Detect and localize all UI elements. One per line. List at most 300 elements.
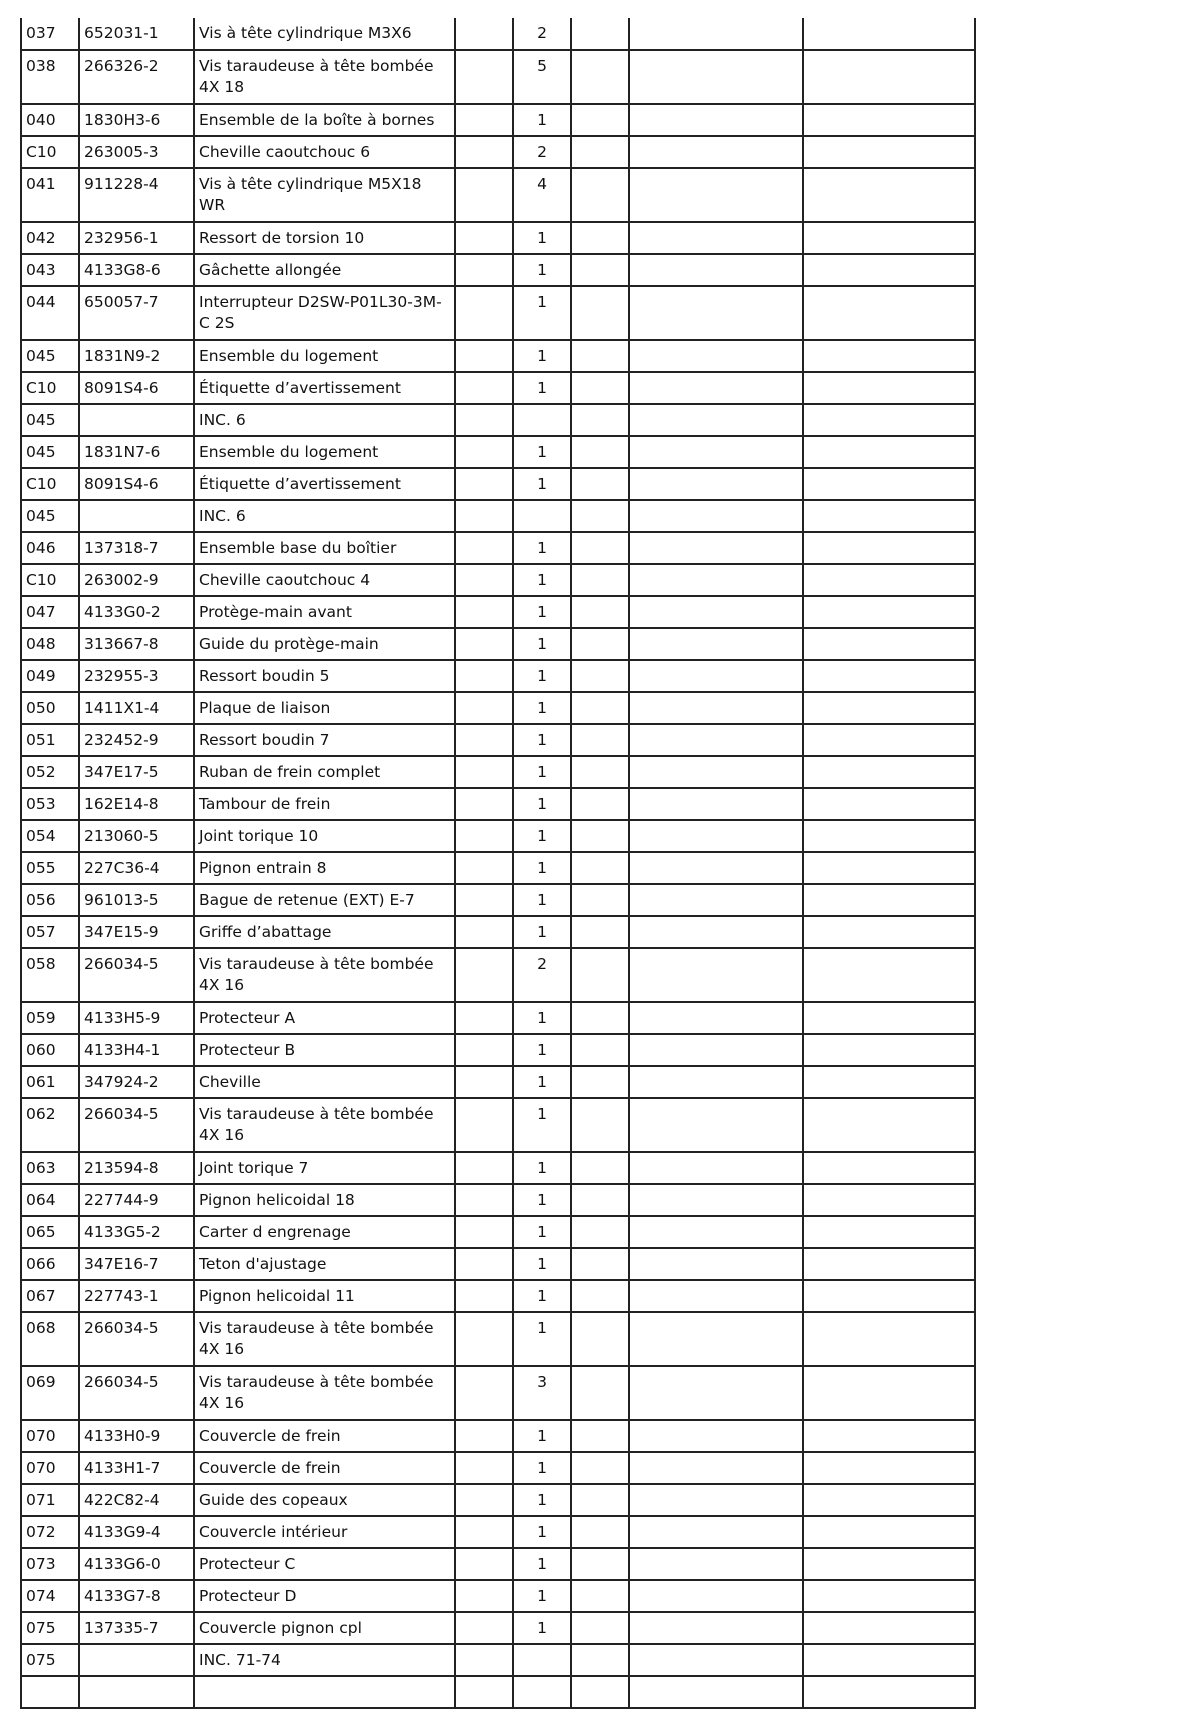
table-row — [21, 756, 975, 788]
quantity-cell: 1 — [513, 286, 571, 340]
description-cell: Bague de retenue (EXT) E-7 — [194, 884, 455, 916]
empty-cell — [571, 564, 629, 596]
quantity-cell: 2 — [513, 18, 571, 50]
empty-cell — [571, 724, 629, 756]
table-row — [21, 1676, 975, 1708]
description-cell: Griffe d’abattage — [194, 916, 455, 948]
description-cell: Pignon helicoidal 18 — [194, 1184, 455, 1216]
empty-cell — [455, 104, 513, 136]
empty-cell — [629, 724, 803, 756]
quantity-cell: 1 — [513, 916, 571, 948]
empty-cell — [455, 468, 513, 500]
quantity-cell: 1 — [513, 596, 571, 628]
table-row — [21, 1644, 975, 1676]
table-row — [21, 1580, 975, 1612]
table-row — [21, 1066, 975, 1098]
empty-cell — [803, 372, 975, 404]
item-number-cell: 060 — [21, 1034, 79, 1066]
table-row — [21, 1312, 975, 1366]
empty-cell — [803, 500, 975, 532]
table-row — [21, 564, 975, 596]
empty-cell — [803, 1484, 975, 1516]
empty-cell — [571, 222, 629, 254]
part-number-cell — [79, 1644, 194, 1676]
part-number-cell: 266034-5 — [79, 948, 194, 1002]
description-cell: Protecteur C — [194, 1548, 455, 1580]
empty-cell — [803, 1452, 975, 1484]
empty-cell — [455, 724, 513, 756]
table-row — [21, 436, 975, 468]
empty-cell — [629, 916, 803, 948]
part-number-cell — [79, 1676, 194, 1708]
empty-cell — [455, 532, 513, 564]
empty-cell — [455, 628, 513, 660]
empty-cell — [571, 532, 629, 564]
quantity-cell — [513, 500, 571, 532]
empty-cell — [629, 1184, 803, 1216]
item-number-cell: 054 — [21, 820, 79, 852]
description-cell: Ensemble du logement — [194, 340, 455, 372]
empty-cell — [803, 436, 975, 468]
description-cell: Plaque de liaison — [194, 692, 455, 724]
item-number-cell: 055 — [21, 852, 79, 884]
description-cell: Gâchette allongée — [194, 254, 455, 286]
part-number-cell: 8091S4-6 — [79, 372, 194, 404]
quantity-cell: 1 — [513, 756, 571, 788]
item-number-cell: 045 — [21, 340, 79, 372]
table-row — [21, 916, 975, 948]
quantity-cell: 1 — [513, 254, 571, 286]
description-cell: Ressort boudin 7 — [194, 724, 455, 756]
item-number-cell: 069 — [21, 1366, 79, 1420]
empty-cell — [629, 1152, 803, 1184]
quantity-cell — [513, 1676, 571, 1708]
table-row — [21, 1184, 975, 1216]
item-number-cell: 057 — [21, 916, 79, 948]
empty-cell — [455, 756, 513, 788]
empty-cell — [571, 1452, 629, 1484]
table-row — [21, 372, 975, 404]
item-number-cell: C10 — [21, 136, 79, 168]
quantity-cell: 1 — [513, 628, 571, 660]
empty-cell — [455, 1216, 513, 1248]
empty-cell — [629, 104, 803, 136]
empty-cell — [571, 1248, 629, 1280]
table-row — [21, 1152, 975, 1184]
table-row — [21, 1420, 975, 1452]
empty-cell — [803, 1580, 975, 1612]
part-number-cell: 227C36-4 — [79, 852, 194, 884]
empty-cell — [455, 1484, 513, 1516]
table-row — [21, 50, 975, 104]
description-cell: Cheville caoutchouc 4 — [194, 564, 455, 596]
quantity-cell: 1 — [513, 1580, 571, 1612]
quantity-cell: 1 — [513, 1484, 571, 1516]
quantity-cell: 1 — [513, 1452, 571, 1484]
empty-cell — [803, 1184, 975, 1216]
part-number-cell: 232955-3 — [79, 660, 194, 692]
description-cell: Ressort boudin 5 — [194, 660, 455, 692]
quantity-cell: 1 — [513, 1034, 571, 1066]
quantity-cell: 1 — [513, 1152, 571, 1184]
description-cell: Teton d'ajustage — [194, 1248, 455, 1280]
item-number-cell: 062 — [21, 1098, 79, 1152]
empty-cell — [571, 788, 629, 820]
quantity-cell: 1 — [513, 468, 571, 500]
empty-cell — [629, 1612, 803, 1644]
description-cell: Tambour de frein — [194, 788, 455, 820]
empty-cell — [629, 18, 803, 50]
empty-cell — [455, 254, 513, 286]
description-cell: Protège-main avant — [194, 596, 455, 628]
item-number-cell: 072 — [21, 1516, 79, 1548]
part-number-cell: 1411X1-4 — [79, 692, 194, 724]
table-row — [21, 692, 975, 724]
table-row — [21, 788, 975, 820]
empty-cell — [571, 1034, 629, 1066]
empty-cell — [629, 286, 803, 340]
empty-cell — [629, 692, 803, 724]
description-cell: Couvercle de frein — [194, 1452, 455, 1484]
empty-cell — [571, 436, 629, 468]
quantity-cell: 1 — [513, 1280, 571, 1312]
empty-cell — [571, 468, 629, 500]
empty-cell — [803, 136, 975, 168]
item-number-cell: 042 — [21, 222, 79, 254]
quantity-cell: 1 — [513, 532, 571, 564]
table-row — [21, 1098, 975, 1152]
table-row — [21, 1002, 975, 1034]
empty-cell — [455, 1516, 513, 1548]
empty-cell — [803, 18, 975, 50]
table-row — [21, 254, 975, 286]
description-cell: Interrupteur D2SW-P01L30-3M-C 2S — [194, 286, 455, 340]
part-number-cell: 227744-9 — [79, 1184, 194, 1216]
quantity-cell: 1 — [513, 1612, 571, 1644]
description-cell: Couvercle intérieur — [194, 1516, 455, 1548]
empty-cell — [803, 340, 975, 372]
empty-cell — [629, 404, 803, 436]
part-number-cell: 4133G0-2 — [79, 596, 194, 628]
empty-cell — [629, 1312, 803, 1366]
description-cell: Ruban de frein complet — [194, 756, 455, 788]
empty-cell — [629, 50, 803, 104]
table-row — [21, 820, 975, 852]
empty-cell — [455, 404, 513, 436]
empty-cell — [571, 1002, 629, 1034]
empty-cell — [455, 1644, 513, 1676]
empty-cell — [455, 286, 513, 340]
empty-cell — [629, 1002, 803, 1034]
empty-cell — [629, 852, 803, 884]
table-row — [21, 884, 975, 916]
item-number-cell: 041 — [21, 168, 79, 222]
empty-cell — [455, 372, 513, 404]
description-cell: Ensemble base du boîtier — [194, 532, 455, 564]
empty-cell — [629, 1644, 803, 1676]
item-number-cell: 063 — [21, 1152, 79, 1184]
part-number-cell: 347E17-5 — [79, 756, 194, 788]
item-number-cell: 046 — [21, 532, 79, 564]
empty-cell — [629, 628, 803, 660]
empty-cell — [571, 1676, 629, 1708]
description-cell: Joint torique 7 — [194, 1152, 455, 1184]
empty-cell — [629, 660, 803, 692]
table-row — [21, 532, 975, 564]
empty-cell — [571, 1580, 629, 1612]
quantity-cell: 1 — [513, 564, 571, 596]
item-number-cell: 058 — [21, 948, 79, 1002]
empty-cell — [571, 286, 629, 340]
empty-cell — [629, 884, 803, 916]
empty-cell — [803, 1548, 975, 1580]
empty-cell — [571, 50, 629, 104]
part-number-cell: 232956-1 — [79, 222, 194, 254]
empty-cell — [629, 1548, 803, 1580]
description-cell: Pignon helicoidal 11 — [194, 1280, 455, 1312]
part-number-cell: 263005-3 — [79, 136, 194, 168]
empty-cell — [571, 820, 629, 852]
part-number-cell: 1831N9-2 — [79, 340, 194, 372]
part-number-cell: 137318-7 — [79, 532, 194, 564]
description-cell: Étiquette d’avertissement — [194, 372, 455, 404]
empty-cell — [571, 916, 629, 948]
table-row — [21, 404, 975, 436]
empty-cell — [571, 1184, 629, 1216]
empty-cell — [455, 1184, 513, 1216]
part-number-cell: 4133H1-7 — [79, 1452, 194, 1484]
part-number-cell: 4133G6-0 — [79, 1548, 194, 1580]
empty-cell — [803, 404, 975, 436]
empty-cell — [455, 820, 513, 852]
description-cell: Couvercle de frein — [194, 1420, 455, 1452]
empty-cell — [571, 404, 629, 436]
part-number-cell: 911228-4 — [79, 168, 194, 222]
item-number-cell: 056 — [21, 884, 79, 916]
empty-cell — [455, 1420, 513, 1452]
description-cell: INC. 6 — [194, 404, 455, 436]
empty-cell — [803, 104, 975, 136]
empty-cell — [455, 660, 513, 692]
part-number-cell: 162E14-8 — [79, 788, 194, 820]
description-cell: INC. 6 — [194, 500, 455, 532]
description-cell: Couvercle pignon cpl — [194, 1612, 455, 1644]
quantity-cell: 1 — [513, 222, 571, 254]
empty-cell — [629, 1676, 803, 1708]
table-row — [21, 948, 975, 1002]
item-number-cell — [21, 1676, 79, 1708]
description-cell: INC. 71-74 — [194, 1644, 455, 1676]
table-row — [21, 1248, 975, 1280]
empty-cell — [571, 1420, 629, 1452]
empty-cell — [455, 1676, 513, 1708]
item-number-cell: 074 — [21, 1580, 79, 1612]
item-number-cell: 071 — [21, 1484, 79, 1516]
description-cell: Protecteur A — [194, 1002, 455, 1034]
item-number-cell: 068 — [21, 1312, 79, 1366]
empty-cell — [455, 852, 513, 884]
empty-cell — [629, 500, 803, 532]
part-number-cell: 347E15-9 — [79, 916, 194, 948]
empty-cell — [571, 1312, 629, 1366]
table-row — [21, 596, 975, 628]
empty-cell — [629, 1098, 803, 1152]
empty-cell — [571, 884, 629, 916]
empty-cell — [455, 1312, 513, 1366]
item-number-cell: C10 — [21, 468, 79, 500]
quantity-cell: 1 — [513, 1516, 571, 1548]
empty-cell — [803, 1676, 975, 1708]
part-number-cell: 4133G5-2 — [79, 1216, 194, 1248]
item-number-cell: 045 — [21, 404, 79, 436]
quantity-cell: 5 — [513, 50, 571, 104]
table-row — [21, 222, 975, 254]
empty-cell — [629, 756, 803, 788]
empty-cell — [571, 1612, 629, 1644]
item-number-cell: 045 — [21, 500, 79, 532]
empty-cell — [629, 1216, 803, 1248]
quantity-cell: 1 — [513, 1184, 571, 1216]
empty-cell — [571, 1366, 629, 1420]
empty-cell — [803, 1248, 975, 1280]
empty-cell — [571, 18, 629, 50]
empty-cell — [571, 372, 629, 404]
empty-cell — [803, 1644, 975, 1676]
item-number-cell: 040 — [21, 104, 79, 136]
part-number-cell: 4133G7-8 — [79, 1580, 194, 1612]
description-cell: Vis taraudeuse à tête bombée 4X 18 — [194, 50, 455, 104]
empty-cell — [571, 1098, 629, 1152]
empty-cell — [455, 884, 513, 916]
description-cell: Ressort de torsion 10 — [194, 222, 455, 254]
table-row — [21, 628, 975, 660]
quantity-cell: 1 — [513, 372, 571, 404]
quantity-cell: 1 — [513, 1420, 571, 1452]
description-cell: Vis taraudeuse à tête bombée 4X 16 — [194, 1366, 455, 1420]
empty-cell — [629, 596, 803, 628]
empty-cell — [629, 340, 803, 372]
part-number-cell: 4133H4-1 — [79, 1034, 194, 1066]
description-cell: Vis à tête cylindrique M5X18 WR — [194, 168, 455, 222]
empty-cell — [629, 788, 803, 820]
empty-cell — [803, 692, 975, 724]
empty-cell — [803, 916, 975, 948]
part-number-cell: 266326-2 — [79, 50, 194, 104]
part-number-cell: 1830H3-6 — [79, 104, 194, 136]
table-row — [21, 136, 975, 168]
description-cell: Cheville caoutchouc 6 — [194, 136, 455, 168]
part-number-cell — [79, 404, 194, 436]
table-row — [21, 500, 975, 532]
item-number-cell: 047 — [21, 596, 79, 628]
item-number-cell: 075 — [21, 1612, 79, 1644]
empty-cell — [629, 436, 803, 468]
empty-cell — [455, 500, 513, 532]
table-row — [21, 168, 975, 222]
quantity-cell: 3 — [513, 1366, 571, 1420]
description-cell: Étiquette d’avertissement — [194, 468, 455, 500]
empty-cell — [455, 168, 513, 222]
empty-cell — [803, 820, 975, 852]
quantity-cell: 1 — [513, 104, 571, 136]
table-row — [21, 18, 975, 50]
empty-cell — [803, 1420, 975, 1452]
empty-cell — [629, 1280, 803, 1312]
quantity-cell: 2 — [513, 948, 571, 1002]
empty-cell — [803, 468, 975, 500]
empty-cell — [629, 1034, 803, 1066]
item-number-cell: 037 — [21, 18, 79, 50]
empty-cell — [803, 1312, 975, 1366]
description-cell: Cheville — [194, 1066, 455, 1098]
item-number-cell: 061 — [21, 1066, 79, 1098]
item-number-cell: 049 — [21, 660, 79, 692]
empty-cell — [803, 564, 975, 596]
description-cell: Vis taraudeuse à tête bombée 4X 16 — [194, 1312, 455, 1366]
quantity-cell: 1 — [513, 1098, 571, 1152]
table-row — [21, 1452, 975, 1484]
empty-cell — [571, 1516, 629, 1548]
quantity-cell: 1 — [513, 1548, 571, 1580]
item-number-cell: 045 — [21, 436, 79, 468]
part-number-cell: 4133G9-4 — [79, 1516, 194, 1548]
empty-cell — [629, 1484, 803, 1516]
empty-cell — [629, 1580, 803, 1612]
description-cell: Carter d engrenage — [194, 1216, 455, 1248]
table-row — [21, 1612, 975, 1644]
empty-cell — [803, 254, 975, 286]
empty-cell — [629, 136, 803, 168]
empty-cell — [803, 1216, 975, 1248]
quantity-cell: 1 — [513, 884, 571, 916]
empty-cell — [803, 596, 975, 628]
part-number-cell: 232452-9 — [79, 724, 194, 756]
part-number-cell: 266034-5 — [79, 1098, 194, 1152]
part-number-cell — [79, 500, 194, 532]
table-row — [21, 340, 975, 372]
item-number-cell: C10 — [21, 372, 79, 404]
empty-cell — [455, 436, 513, 468]
quantity-cell: 1 — [513, 1216, 571, 1248]
empty-cell — [629, 1516, 803, 1548]
empty-cell — [803, 756, 975, 788]
quantity-cell: 1 — [513, 1312, 571, 1366]
item-number-cell: 064 — [21, 1184, 79, 1216]
empty-cell — [629, 168, 803, 222]
description-cell: Ensemble du logement — [194, 436, 455, 468]
quantity-cell: 1 — [513, 340, 571, 372]
empty-cell — [571, 1548, 629, 1580]
empty-cell — [455, 916, 513, 948]
part-number-cell: 313667-8 — [79, 628, 194, 660]
empty-cell — [629, 468, 803, 500]
part-number-cell: 266034-5 — [79, 1366, 194, 1420]
table-row — [21, 1216, 975, 1248]
table-row — [21, 724, 975, 756]
item-number-cell: C10 — [21, 564, 79, 596]
empty-cell — [455, 564, 513, 596]
empty-cell — [455, 1152, 513, 1184]
item-number-cell: 053 — [21, 788, 79, 820]
empty-cell — [629, 820, 803, 852]
item-number-cell: 051 — [21, 724, 79, 756]
quantity-cell: 1 — [513, 852, 571, 884]
empty-cell — [455, 788, 513, 820]
quantity-cell: 1 — [513, 1002, 571, 1034]
empty-cell — [455, 948, 513, 1002]
description-cell — [194, 1676, 455, 1708]
item-number-cell: 038 — [21, 50, 79, 104]
